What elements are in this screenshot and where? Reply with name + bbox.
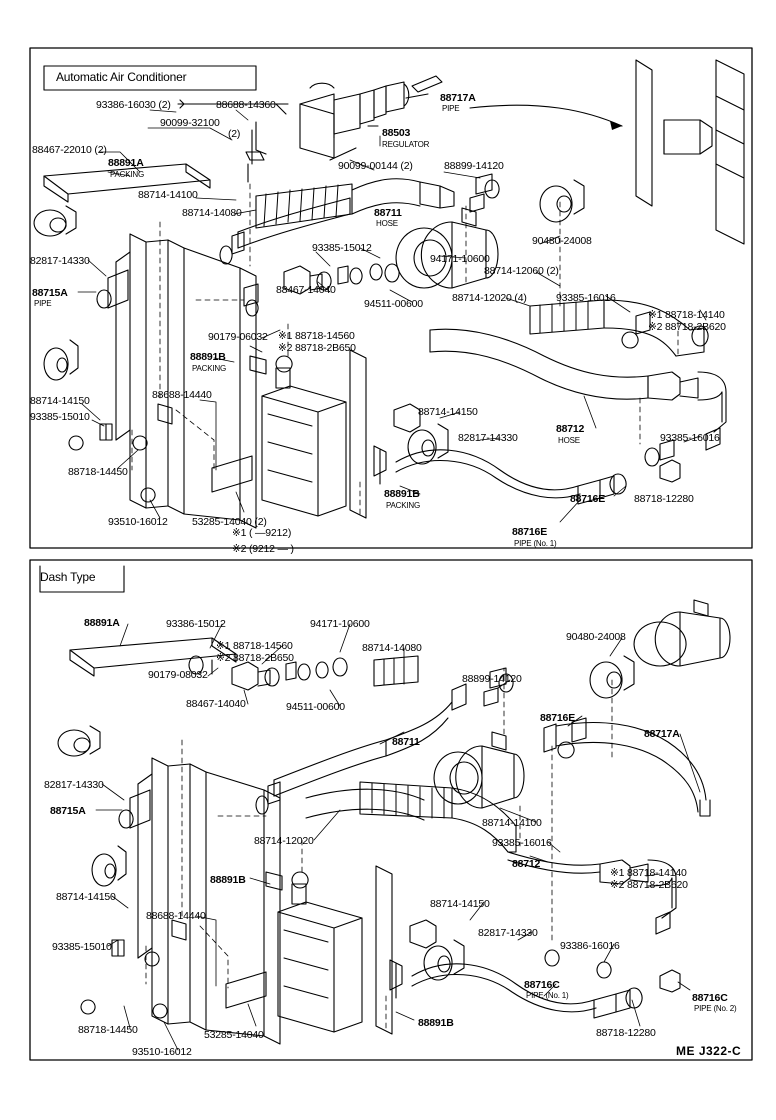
part-callout: 94171-10600 [430, 253, 490, 265]
footnote-2: ※2 (9212 — ) [232, 543, 294, 555]
part-callout: 88711 [392, 736, 420, 748]
part-callout: 88714-12060 (2) [484, 265, 559, 277]
part-callout: 93386-16030 (2) [96, 99, 171, 111]
part-callout: 88891B [210, 874, 246, 886]
part-callout: PIPE (No. 1) [526, 991, 569, 1000]
part-callout: 94511-00600 [364, 298, 423, 310]
part-callout: 88717A [644, 728, 680, 740]
part-callout: 88714-12020 [254, 835, 314, 847]
part-callout: 93385-16016 [556, 292, 616, 304]
part-callout: PIPE [442, 104, 460, 113]
part-callout: 88718-12280 [634, 493, 694, 505]
part-callout: 82817-14330 [44, 779, 104, 791]
part-callout: 90480-24008 [566, 631, 626, 643]
part-callout: 94511-00600 [286, 701, 345, 713]
part-callout: 88891A [108, 157, 144, 169]
part-callout: 88503 [382, 127, 411, 139]
part-callout: 88688-14360 [216, 99, 276, 111]
section-title-automatic-air-conditioner: Automatic Air Conditioner [56, 70, 187, 84]
part-callout: 93510-16012 [108, 516, 168, 528]
part-callout: 93385-15010 [30, 411, 90, 423]
part-callout: 88715A [50, 805, 86, 817]
part-callout: 88715A [32, 287, 68, 299]
section-title-dash-type: Dash Type [40, 570, 96, 584]
part-callout: PACKING [110, 170, 145, 179]
part-callout: 88891B [418, 1017, 454, 1029]
part-callout: 82817-14330 [458, 432, 518, 444]
part-callout: 90099-00144 (2) [338, 160, 413, 172]
part-callout: PIPE (No. 1) [514, 539, 557, 548]
part-callout: HOSE [376, 219, 398, 228]
part-callout: 93386-15012 [166, 618, 226, 630]
part-callout: REGULATOR [382, 140, 430, 149]
part-callout: 90099-32100 [160, 117, 220, 129]
part-callout: 82817-14330 [30, 255, 90, 267]
part-callout: ※2 88718-2B650 [278, 342, 356, 354]
part-callout: 93385-15010 [52, 941, 112, 953]
part-callout: 90179-08032 [148, 669, 208, 681]
part-callout: 88891B [384, 488, 420, 500]
part-callout: 88712 [512, 858, 541, 870]
part-callout: 88716C [524, 979, 560, 991]
part-callout: ※1 88718-14140 [610, 867, 687, 879]
part-callout: 88899-14120 [462, 673, 522, 685]
part-callout: PIPE (No. 2) [694, 1004, 737, 1013]
part-callout: 88714-14080 [362, 642, 422, 654]
part-callout: ※1 88718-14140 [648, 309, 725, 321]
part-callout: 88714-12020 (4) [452, 292, 527, 304]
part-callout: ※2 88718-2B620 [610, 879, 688, 891]
part-callout: 88688-14440 [146, 910, 206, 922]
part-callout: 88467-14040 [276, 284, 336, 296]
part-callout: HOSE [558, 436, 580, 445]
part-callout: 53285-14040 [204, 1029, 264, 1041]
part-callout: 82817-14330 [478, 927, 538, 939]
part-callout: 88711 [374, 207, 402, 219]
part-callout: (2) [228, 128, 241, 140]
part-callout: 88717A [440, 92, 476, 104]
part-callout: 53285-14040 (2) [192, 516, 267, 528]
part-callout: 88718-12280 [596, 1027, 656, 1039]
part-callout: 88714-14080 [182, 207, 242, 219]
part-callout: 88891B [190, 351, 226, 363]
part-callout: 88712 [556, 423, 585, 435]
part-callout: 88718-14450 [68, 466, 128, 478]
part-callout: 88714-14100 [138, 189, 198, 201]
part-callout: ※1 88718-14560 [278, 330, 355, 342]
part-callout: 88714-14150 [418, 406, 478, 418]
part-callout: PACKING [192, 364, 227, 373]
part-callout: 93385-16016 [660, 432, 720, 444]
part-callout: 88716E [512, 526, 548, 538]
part-callout: 88714-14100 [482, 817, 542, 829]
part-callout: 88716E [540, 712, 576, 724]
footnote-1: ※1 ( —9212) [232, 527, 292, 539]
part-callout: 88688-14440 [152, 389, 212, 401]
sheet-code: ME J322-C [676, 1044, 742, 1058]
part-callout: 88718-14450 [78, 1024, 138, 1036]
part-callout: PACKING [386, 501, 421, 510]
part-callout: 88714-14150 [30, 395, 90, 407]
part-callout: 88716E [570, 493, 606, 505]
part-callout: 88467-22010 (2) [32, 144, 107, 156]
part-callout: 93510-16012 [132, 1046, 192, 1058]
part-callout: 88467-14040 [186, 698, 246, 710]
part-callout: ※2 88718-2B650 [216, 652, 294, 664]
part-callout: 93385-15012 [312, 242, 372, 254]
part-callout: 88714-14150 [56, 891, 116, 903]
part-callout: 88714-14150 [430, 898, 490, 910]
part-callout: 94171-10600 [310, 618, 370, 630]
part-callout: 93386-16016 [560, 940, 620, 952]
part-callout: 90480-24008 [532, 235, 592, 247]
part-callout: PIPE [34, 299, 52, 308]
part-callout: 88899-14120 [444, 160, 504, 172]
part-callout: 90179-06032 [208, 331, 268, 343]
part-callout: 93385-16016 [492, 837, 552, 849]
part-callout: ※1 88718-14560 [216, 640, 293, 652]
part-callout: 88716C [692, 992, 728, 1004]
part-callout: ※2 88718-2B620 [648, 321, 726, 333]
part-callout: 88891A [84, 617, 120, 629]
